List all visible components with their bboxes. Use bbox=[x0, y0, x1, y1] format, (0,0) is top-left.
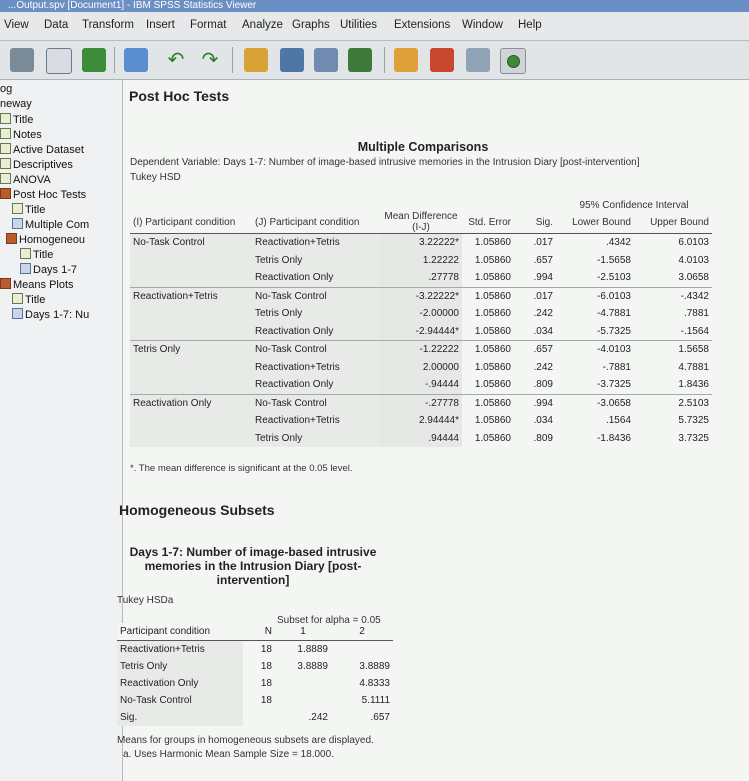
cell-pc: Reactivation Only bbox=[117, 675, 243, 692]
outline-pane bbox=[0, 80, 123, 781]
cell-md: 2.94444* bbox=[380, 412, 462, 430]
subset-row bbox=[117, 692, 393, 709]
cell-ub: 5.7325 bbox=[678, 415, 709, 427]
cell-ub: 1.5658 bbox=[634, 341, 712, 359]
cell-md: -2.00000 bbox=[380, 305, 462, 323]
cell-j: Reactivation Only bbox=[252, 323, 380, 341]
variables-icon[interactable] bbox=[314, 48, 338, 72]
outline-item[interactable]: Title bbox=[12, 203, 45, 216]
comparison-row bbox=[130, 305, 712, 323]
subset-row bbox=[117, 658, 393, 675]
cell-lb: -3.7325 bbox=[597, 379, 631, 391]
cell-md: -.94444 bbox=[380, 376, 462, 394]
multiple-comparisons-table bbox=[130, 200, 712, 447]
cell-se: 1.05860 bbox=[462, 234, 514, 252]
harmonic-mean-note: a. Uses Harmonic Mean Sample Size = 18.000. bbox=[123, 749, 334, 760]
cell-md: -3.22222* bbox=[380, 287, 462, 305]
col-header: Lower Bound bbox=[556, 211, 634, 234]
table-icon bbox=[12, 308, 23, 319]
cell-se: 1.05860 bbox=[474, 325, 511, 337]
col-header: Mean Difference (I-J) bbox=[380, 211, 462, 234]
cell-lb: -6.0103 bbox=[556, 287, 634, 305]
output-content-pane bbox=[117, 80, 749, 781]
goto-data-icon[interactable] bbox=[124, 48, 148, 72]
ci-header: 95% Confidence Interval bbox=[556, 200, 712, 211]
dependent-variable-label: Dependent Variable: Days 1-7: Number of image-based intrusive memories in the Intrusion Diary [post-intervention] bbox=[130, 157, 640, 168]
homogeneous-subsets-table bbox=[117, 623, 393, 726]
cell-i bbox=[130, 305, 252, 323]
cell-n bbox=[243, 709, 275, 726]
cell-md: .27778 bbox=[380, 269, 462, 287]
cell-n: 18 bbox=[260, 661, 272, 672]
pivot-icon[interactable] bbox=[466, 48, 490, 72]
cell-i bbox=[130, 430, 252, 448]
comparison-row bbox=[130, 234, 712, 252]
col-header: (J) Participant condition bbox=[252, 211, 380, 234]
redo-icon[interactable]: ↷ bbox=[201, 49, 219, 71]
col-header: N bbox=[264, 626, 272, 637]
outline-item[interactable]: Descriptives bbox=[0, 158, 73, 171]
subset-row bbox=[117, 709, 393, 726]
window-title-bar bbox=[0, 0, 749, 12]
cell-se: 1.05860 bbox=[474, 272, 511, 284]
document-icon bbox=[12, 293, 23, 304]
cell-se: 1.05860 bbox=[474, 379, 511, 391]
outline-item[interactable]: Multiple Com bbox=[12, 218, 89, 231]
col-header: 1 bbox=[300, 626, 306, 637]
cell-i: Reactivation Only bbox=[130, 394, 252, 412]
cell-lb: -2.5103 bbox=[597, 272, 631, 284]
comparison-row bbox=[130, 287, 712, 305]
cell-i: Tetris Only bbox=[130, 341, 252, 359]
cell-i: No-Task Control bbox=[130, 234, 252, 252]
outline-item[interactable]: og bbox=[0, 83, 13, 95]
menu-data[interactable]: Data bbox=[44, 19, 69, 31]
print-icon[interactable] bbox=[10, 48, 34, 72]
cell-md: -1.22222 bbox=[380, 341, 462, 359]
book-icon bbox=[0, 188, 11, 199]
cell-sig: .657 bbox=[514, 341, 556, 359]
cell-lb: .1564 bbox=[605, 415, 631, 427]
cell-j: Tetris Only bbox=[252, 430, 380, 448]
cell-n: 18 bbox=[260, 695, 272, 706]
cell-se: 1.05860 bbox=[474, 361, 511, 373]
table-icon bbox=[20, 263, 31, 274]
menu-transform[interactable]: Transform bbox=[82, 19, 134, 31]
menu-graphs[interactable]: Graphs bbox=[292, 19, 330, 31]
cell-j: Reactivation Only bbox=[252, 376, 380, 394]
method-label: Tukey HSD bbox=[130, 172, 181, 183]
cell-lb: -4.7881 bbox=[597, 308, 631, 320]
cell-ub: 1.8436 bbox=[678, 379, 709, 391]
cell-se: 1.05860 bbox=[462, 394, 514, 412]
cell-se: 1.05860 bbox=[474, 254, 511, 266]
cell-sig: .809 bbox=[533, 379, 553, 391]
cell-j: Reactivation+Tetris bbox=[252, 234, 380, 252]
col-header: Participant condition bbox=[117, 623, 243, 641]
cell-ub: 2.5103 bbox=[634, 394, 712, 412]
goto-variable-icon[interactable] bbox=[280, 48, 304, 72]
cell-se: 1.05860 bbox=[474, 415, 511, 427]
cell-j: Reactivation Only bbox=[252, 269, 380, 287]
col-header: Sig. bbox=[514, 211, 556, 234]
cell-se: 1.05860 bbox=[474, 308, 511, 320]
menu-extensions[interactable]: Extensions bbox=[394, 19, 451, 31]
menu-format[interactable]: Format bbox=[190, 19, 227, 31]
cell-s1: .242 bbox=[308, 712, 328, 723]
subset-row bbox=[117, 641, 393, 659]
cell-s2: 4.8333 bbox=[359, 678, 390, 689]
window-title: ...Output.spv [Document1] - IBM SPSS Statistics Viewer bbox=[8, 0, 257, 11]
find-icon[interactable] bbox=[430, 48, 454, 72]
menu-help[interactable]: Help bbox=[518, 19, 542, 31]
cell-pc: Tetris Only bbox=[117, 658, 243, 675]
comparison-row bbox=[130, 359, 712, 377]
cell-i bbox=[130, 376, 252, 394]
subset-header: Subset for alpha = 0.05 bbox=[277, 615, 381, 626]
cell-s1 bbox=[275, 692, 331, 709]
table-icon bbox=[12, 218, 23, 229]
document-icon bbox=[0, 113, 11, 124]
cell-j: No-Task Control bbox=[252, 287, 380, 305]
cell-lb: .4342 bbox=[556, 234, 634, 252]
cell-lb: -3.0658 bbox=[556, 394, 634, 412]
comparison-row bbox=[130, 269, 712, 287]
select-cases-icon[interactable] bbox=[394, 48, 418, 72]
menu-view[interactable]: View bbox=[4, 19, 29, 31]
cell-i bbox=[130, 412, 252, 430]
cell-md: -.27778 bbox=[380, 394, 462, 412]
outline-item[interactable]: neway bbox=[0, 98, 32, 110]
homogeneous-table-title: Days 1-7: Number of image-based intrusive memories in the Intrusion Diary [post-intervention] bbox=[129, 545, 377, 587]
document-icon bbox=[0, 143, 11, 154]
col-header: Std. Error bbox=[462, 211, 514, 234]
chart-icon[interactable] bbox=[348, 48, 372, 72]
cell-s2: .657 bbox=[370, 712, 390, 723]
cell-sig: .809 bbox=[533, 432, 553, 444]
outline-item[interactable]: Active Dataset bbox=[0, 143, 84, 156]
cell-i bbox=[130, 252, 252, 270]
cell-ub: 6.0103 bbox=[634, 234, 712, 252]
cell-sig: .994 bbox=[533, 272, 553, 284]
cell-ub: -.4342 bbox=[634, 287, 712, 305]
cell-sig: .034 bbox=[533, 325, 553, 337]
cell-n: 18 bbox=[260, 678, 272, 689]
outline-item[interactable]: Title bbox=[12, 293, 45, 306]
multiple-comparisons-title: Multiple Comparisons bbox=[357, 140, 489, 154]
homogeneous-heading: Homogeneous Subsets bbox=[119, 502, 275, 518]
book-icon bbox=[0, 278, 11, 289]
cell-i bbox=[130, 359, 252, 377]
outline-item[interactable]: Notes bbox=[0, 128, 42, 141]
significance-footnote: *. The mean difference is significant at the 0.05 level. bbox=[130, 463, 353, 474]
toolbar bbox=[0, 41, 749, 80]
cell-pc: Reactivation+Tetris bbox=[117, 641, 243, 659]
comparison-row bbox=[130, 412, 712, 430]
cell-sig: .034 bbox=[533, 415, 553, 427]
cell-lb: -1.8436 bbox=[597, 432, 631, 444]
outline-item[interactable]: ANOVA bbox=[0, 173, 51, 186]
outline-item[interactable]: Days 1-7 bbox=[20, 263, 77, 276]
cell-md: .94444 bbox=[380, 430, 462, 448]
cell-se: 1.05860 bbox=[474, 432, 511, 444]
cell-s1 bbox=[275, 675, 331, 692]
subset-row bbox=[117, 675, 393, 692]
document-icon bbox=[0, 173, 11, 184]
goto-case-icon[interactable] bbox=[244, 48, 268, 72]
menu-insert[interactable]: Insert bbox=[146, 19, 175, 31]
comparison-row bbox=[130, 341, 712, 359]
cell-i: Reactivation+Tetris bbox=[130, 287, 252, 305]
cell-lb: -5.7325 bbox=[597, 325, 631, 337]
document-icon bbox=[0, 128, 11, 139]
cell-sig: .657 bbox=[533, 254, 553, 266]
cell-md: 2.00000 bbox=[380, 359, 462, 377]
document-icon bbox=[20, 248, 31, 259]
cell-s1: 1.8889 bbox=[275, 641, 331, 659]
cell-sig: .242 bbox=[533, 308, 553, 320]
cell-lb: -4.0103 bbox=[556, 341, 634, 359]
cell-j: No-Task Control bbox=[252, 394, 380, 412]
cell-ub: 4.0103 bbox=[678, 254, 709, 266]
cell-md: 1.22222 bbox=[380, 252, 462, 270]
cell-s2: 3.8889 bbox=[359, 661, 390, 672]
cell-sig: .017 bbox=[514, 234, 556, 252]
cell-s2: 5.1111 bbox=[361, 695, 390, 706]
col-header: 2 bbox=[359, 626, 365, 637]
export-icon[interactable] bbox=[82, 48, 106, 72]
cell-md: -2.94444* bbox=[380, 323, 462, 341]
comparison-row bbox=[130, 430, 712, 448]
outline-item[interactable]: Title bbox=[0, 113, 33, 126]
cell-ub: .7881 bbox=[683, 308, 709, 320]
cell-se: 1.05860 bbox=[462, 341, 514, 359]
cell-j: Tetris Only bbox=[252, 252, 380, 270]
cell-ub: 4.7881 bbox=[678, 361, 709, 373]
col-header: Upper Bound bbox=[634, 211, 712, 234]
menu-bar bbox=[0, 12, 749, 41]
outline-item[interactable]: Title bbox=[20, 248, 53, 261]
cell-sig: .242 bbox=[533, 361, 553, 373]
outline-item[interactable]: Post Hoc Tests bbox=[0, 188, 86, 201]
designate-icon[interactable] bbox=[500, 48, 526, 74]
preview-icon[interactable] bbox=[46, 48, 72, 74]
document-icon bbox=[0, 158, 11, 169]
cell-n: 18 bbox=[243, 641, 275, 659]
cell-ub: -.1564 bbox=[680, 325, 709, 337]
menu-window[interactable]: Window bbox=[462, 19, 503, 31]
cell-md: 3.22222* bbox=[380, 234, 462, 252]
cell-j: Reactivation+Tetris bbox=[252, 412, 380, 430]
cell-lb: -1.5658 bbox=[597, 254, 631, 266]
cell-s1: 3.8889 bbox=[297, 661, 328, 672]
cell-sig: .017 bbox=[514, 287, 556, 305]
outline-item[interactable]: Days 1-7: Nu bbox=[12, 308, 89, 321]
comparison-row bbox=[130, 252, 712, 270]
menu-utilities[interactable]: Utilities bbox=[340, 19, 378, 31]
cell-j: Reactivation+Tetris bbox=[252, 359, 380, 377]
cell-j: Tetris Only bbox=[252, 305, 380, 323]
homogeneous-method: Tukey HSDa bbox=[117, 595, 174, 606]
cell-ub: 3.7325 bbox=[678, 432, 709, 444]
cell-i bbox=[130, 323, 252, 341]
cell-pc: Sig. bbox=[117, 709, 243, 726]
cell-j: No-Task Control bbox=[252, 341, 380, 359]
comparison-row bbox=[130, 376, 712, 394]
comparison-row bbox=[130, 323, 712, 341]
cell-s2 bbox=[331, 641, 393, 659]
undo-icon[interactable]: ↶ bbox=[167, 49, 185, 71]
posthoc-heading: Post Hoc Tests bbox=[129, 88, 230, 104]
outline-item[interactable]: Means Plots bbox=[0, 278, 74, 291]
homogeneous-note: Means for groups in homogeneous subsets are displayed. bbox=[117, 735, 374, 746]
cell-pc: No-Task Control bbox=[117, 692, 243, 709]
book-icon bbox=[6, 233, 17, 244]
document-icon bbox=[12, 203, 23, 214]
outline-item[interactable]: Homogeneou bbox=[6, 233, 85, 246]
cell-ub: 3.0658 bbox=[678, 272, 709, 284]
comparison-row bbox=[130, 394, 712, 412]
cell-sig: .994 bbox=[514, 394, 556, 412]
col-header: (I) Participant condition bbox=[130, 211, 252, 234]
cell-i bbox=[130, 269, 252, 287]
cell-lb: -.7881 bbox=[602, 361, 631, 373]
menu-analyze[interactable]: Analyze bbox=[242, 19, 283, 31]
cell-se: 1.05860 bbox=[462, 287, 514, 305]
